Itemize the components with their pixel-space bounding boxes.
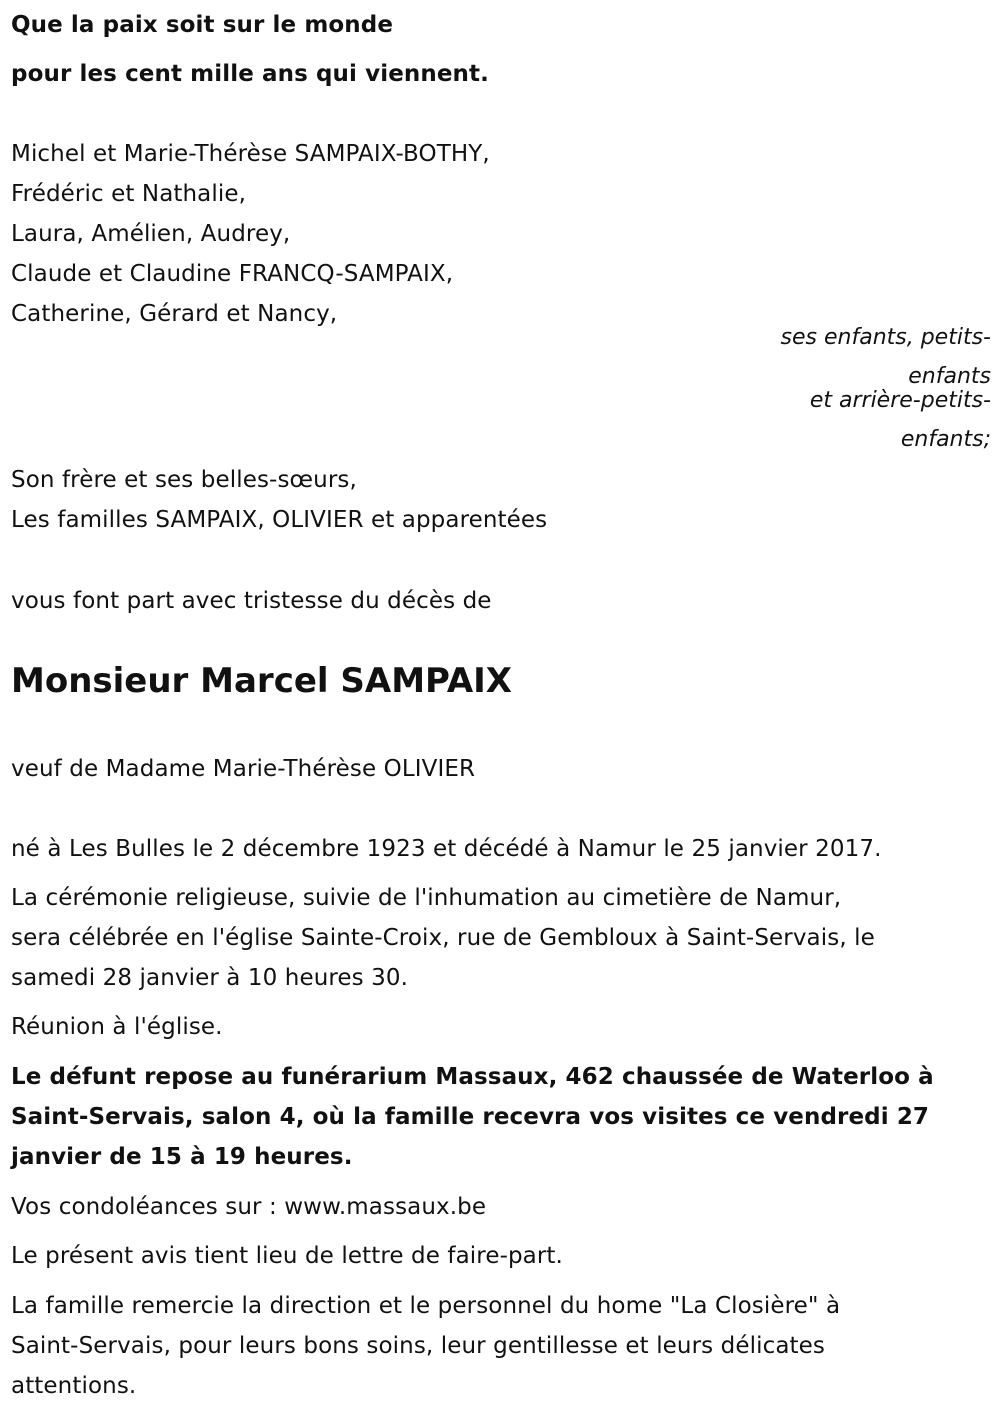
funeral-home-line: Le défunt repose au funérarium Massaux, 462 chaussée de Waterloo à xyxy=(11,1064,934,1090)
thanks-line: La famille remercie la direction et le personnel du home "La Closière" à xyxy=(11,1293,841,1319)
condolences: Vos condoléances sur : www.massaux.be xyxy=(11,1194,487,1220)
family-line: Michel et Marie-Thérèse SAMPAIX-BOTHY, xyxy=(11,141,490,167)
relatives-line: Son frère et ses belles-sœurs, xyxy=(11,467,357,493)
ceremony-line: La cérémonie religieuse, suivie de l'inhumation au cimetière de Namur, xyxy=(11,885,842,911)
family-line: Catherine, Gérard et Nancy, xyxy=(11,301,338,327)
relatives-line: Les familles SAMPAIX, OLIVIER et apparentées xyxy=(11,507,548,533)
birth-death: né à Les Bulles le 2 décembre 1923 et décédé à Namur le 25 janvier 2017. xyxy=(11,836,882,862)
meeting-note: Réunion à l'église. xyxy=(11,1014,223,1040)
family-line: Claude et Claudine FRANCQ-SAMPAIX, xyxy=(11,261,454,287)
funeral-home-line: Saint-Servais, salon 4, où la famille recevra vos visites ce vendredi 27 xyxy=(11,1104,930,1130)
family-line: Frédéric et Nathalie, xyxy=(11,181,247,207)
thanks-line: attentions. xyxy=(11,1373,137,1399)
family-role-line: ses enfants, petits- xyxy=(780,325,991,350)
announcement: vous font part avec tristesse du décès de xyxy=(11,588,492,614)
family-line: Laura, Amélien, Audrey, xyxy=(11,221,291,247)
notice: Le présent avis tient lieu de lettre de faire-part. xyxy=(11,1243,563,1269)
family-role-line: enfants xyxy=(908,364,991,389)
thanks-line: Saint-Servais, pour leurs bons soins, leur gentillesse et leurs délicates xyxy=(11,1333,825,1359)
epigraph-line-1: Que la paix soit sur le monde xyxy=(11,12,394,38)
ceremony-line: samedi 28 janvier à 10 heures 30. xyxy=(11,965,409,991)
deceased-name: Monsieur Marcel SAMPAIX xyxy=(11,661,513,701)
widower-of: veuf de Madame Marie-Thérèse OLIVIER xyxy=(11,756,476,782)
epigraph-line-2: pour les cent mille ans qui viennent. xyxy=(11,61,489,87)
family-role-line: et arrière-petits- xyxy=(809,388,991,413)
family-role-line: enfants; xyxy=(900,427,991,452)
ceremony-line: sera célébrée en l'église Sainte-Croix, rue de Gembloux à Saint-Servais, le xyxy=(11,925,875,951)
funeral-home-line: janvier de 15 à 19 heures. xyxy=(11,1144,353,1170)
